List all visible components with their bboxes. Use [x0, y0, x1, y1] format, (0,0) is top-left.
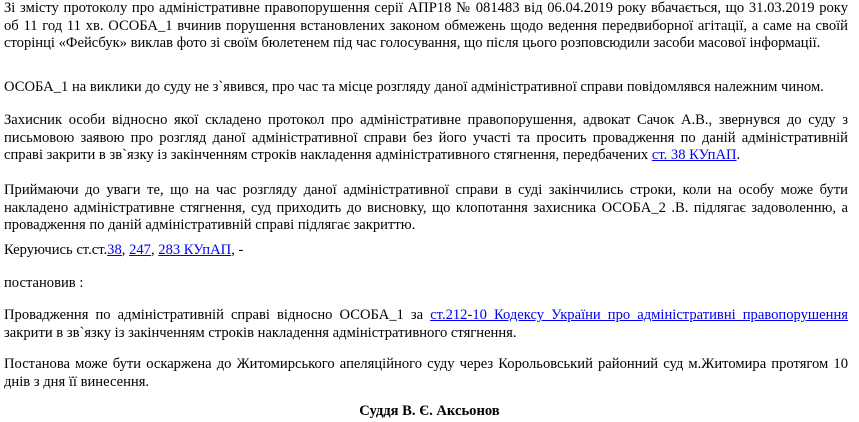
paragraph-defender-text: Захисник особи відносно якої складено протокол про адміністративне правопорушення, адвокат Сачок А.В., звернувся до суду з письмовою заявою про розгляд даної адміністративної справи без його участі та просить провадження по даній адміністративній справі закрити в зв`язку із закінченням строків накладення адміністративного стягнення, передбачених: [4, 112, 848, 164]
paragraph-defender-end: .: [736, 147, 741, 164]
link-art-212-10-code[interactable]: ст.212-10 Кодексу України про адміністративні правопорушення: [430, 307, 848, 323]
close-proceedings-prefix: Провадження по адміністративній справі відносно ОСОБА_1 за: [4, 307, 424, 323]
paragraph-defender-request: [4, 112, 848, 165]
guided-by-sep-1: ,: [121, 242, 126, 258]
paragraph-close-proceedings: [4, 307, 848, 342]
close-proceedings-suffix: закрити в зв`язку із закінченням строків накладення адміністративного стягнення.: [4, 324, 517, 341]
judge-signature: Суддя В. Є. Аксьонов: [359, 403, 500, 419]
guided-by-suffix: , -: [231, 242, 244, 258]
link-art-38[interactable]: 38: [107, 242, 122, 258]
link-art-283-kupap[interactable]: 283 КУпАП: [158, 242, 232, 258]
paragraph-appeal: Постанова може бути оскаржена до Житомирського апеляційного суду через Корольовський районний суд м.Житомира протягом 10 днів з дня її винесення.: [4, 356, 848, 390]
paragraph-resolved: постановив :: [4, 275, 84, 291]
paragraph-absence: ОСОБА_1 на виклики до суду не з`явився, про час та місце розгляду даної адміністративної справи повідомлявся належним чином.: [4, 79, 824, 95]
paragraph-protocol: Зі змісту протоколу про адміністративне правопорушення серії АПР18 № 081483 від 06.04.2019 року вбачається, що 31.03.2019 року об 11 год 11 хв. ОСОБА_1 вчинив порушення встановлених законом обмежень щодо ведення передвиборної агітації, а саме на своїй сторінці «Фейсбук» виклав фото зі своїм бюлетенем під час голосування, що після цього розповсюдили засоби масової інформації.: [4, 0, 848, 52]
link-art-38-kupap[interactable]: ст. 38 КУпАП: [651, 147, 737, 164]
paragraph-court-conclusion: Приймаючи до уваги те, що на час розгляду даної адміністративної справи в суді закінчились строки, коли на особу може бути накладено адміністративне стягнення, суд приходить до висновку, що клопотання захисника ОСОБА_2 .В. підлягає задоволенню, а провадження по даній адміністративній справі підлягає закриттю.: [4, 182, 848, 234]
paragraph-guided-by: [4, 242, 848, 260]
guided-by-prefix: Керуючись ст.ст.: [4, 242, 108, 258]
guided-by-sep-2: ,: [150, 242, 155, 258]
link-art-247[interactable]: 247: [129, 242, 151, 258]
